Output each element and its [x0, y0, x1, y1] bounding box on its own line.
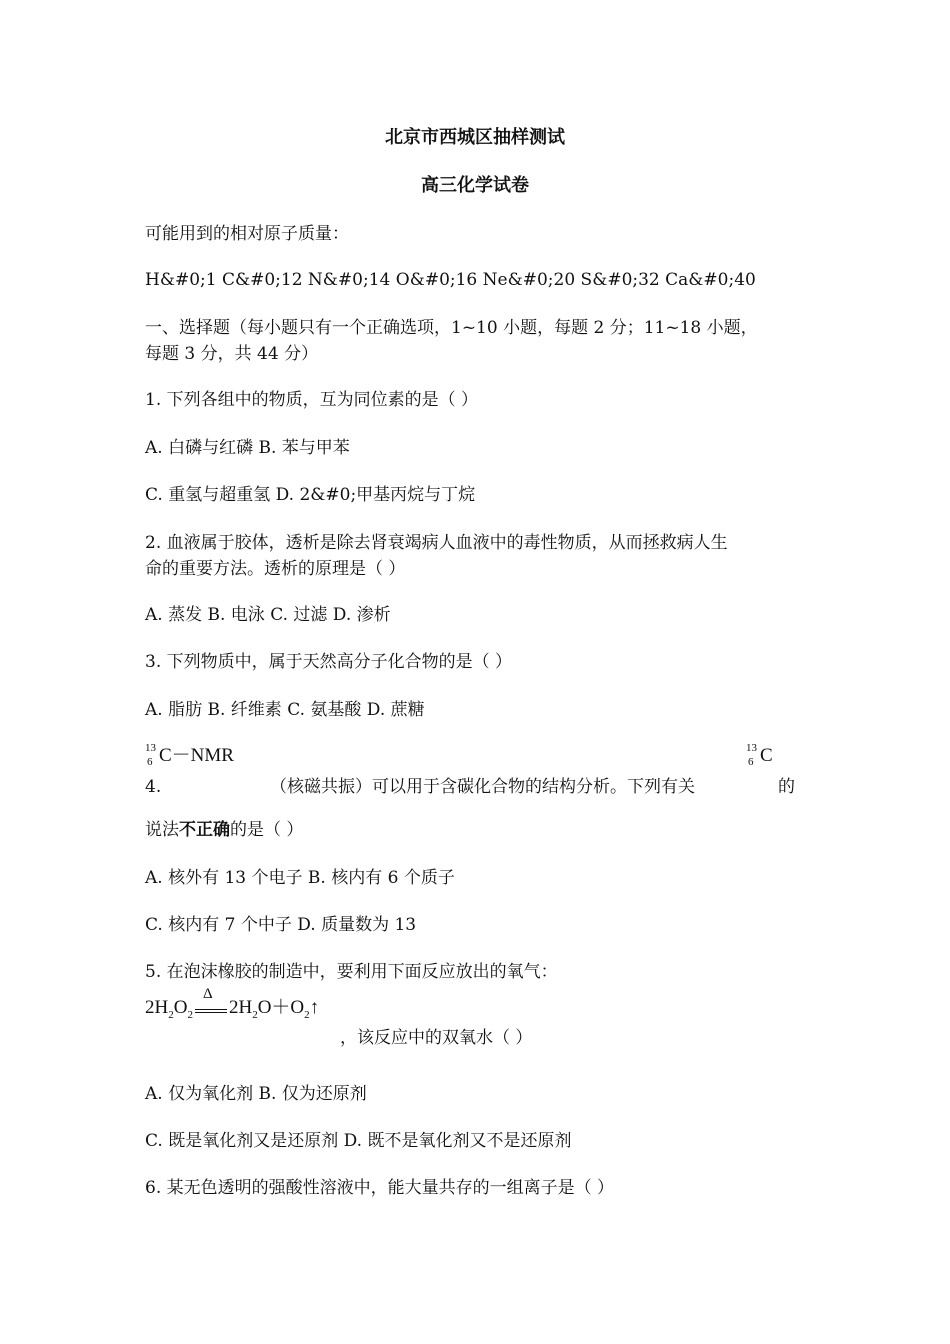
mass-number: 13	[145, 742, 156, 754]
atomic-number: 6	[147, 756, 153, 768]
decomposition-equation	[145, 986, 320, 1027]
gas-up-arrow: ↑	[309, 997, 320, 1018]
nmr-text: C－NMR	[159, 745, 234, 766]
eq-subscript: 2	[168, 1009, 174, 1021]
mass-number: 13	[746, 742, 757, 754]
question-1-stem: 1. 下列各组中的物质，互为同位素的是（ ）	[145, 390, 479, 410]
question-5-options-cd: C. 既是氧化剂又是还原剂 D. 既不是氧化剂又不是还原剂	[145, 1131, 572, 1151]
c13-nmr-formula	[145, 744, 234, 768]
c13-formula	[746, 744, 773, 768]
eq-subscript: 2	[252, 1009, 258, 1021]
question-2-stem-line2: 命的重要方法。透析的原理是（ ）	[145, 559, 406, 579]
question-3-stem: 3. 下列物质中，属于天然高分子化合物的是（ ）	[145, 652, 513, 672]
delta-symbol: Δ	[202, 986, 213, 1002]
question-5-stem-after: ，该反应中的双氧水（ ）	[340, 1028, 533, 1048]
eq-subscript: 2	[304, 1009, 310, 1021]
carbon-symbol: C	[760, 745, 773, 766]
eq-text: O	[173, 997, 188, 1018]
question-4-stem-mid: （核磁共振）可以用于含碳化合物的结构分析。下列有关	[270, 777, 695, 797]
question-4-options-cd: C. 核内有 7 个中子 D. 质量数为 13	[145, 915, 417, 935]
question-4-number: 4.	[145, 777, 162, 797]
eq-text: O＋O	[257, 997, 305, 1018]
question-1-options-ab: A. 白磷与红磷 B. 苯与甲苯	[145, 438, 350, 458]
question-4-stem-line2	[145, 816, 303, 844]
question-4-options-ab: A. 核外有 13 个电子 B. 核内有 6 个质子	[145, 868, 455, 888]
atomic-mass-label: 可能用到的相对原子质量：	[145, 224, 349, 244]
question-2-options: A. 蒸发 B. 电泳 C. 过滤 D. 渗析	[145, 605, 391, 625]
stem-text: 的是（ ）	[230, 820, 304, 840]
question-5-stem: 5. 在泡沫橡胶的制造中，要利用下面反应放出的氧气：	[145, 962, 558, 982]
question-2-stem-line1: 2. 血液属于胶体，透析是除去肾衰竭病人血液中的毒性物质，从而拯救病人生	[145, 533, 728, 553]
eq-subscript: 2	[187, 1009, 193, 1021]
question-6-stem: 6. 某无色透明的强酸性溶液中，能大量共存的一组离子是（ ）	[145, 1178, 615, 1198]
section-heading-line1: 一、选择题（每小题只有一个正确选项，1~10 小题，每题 2 分；11~18 小题，	[145, 318, 758, 338]
atomic-mass-list: H&#0;1 C&#0;12 N&#0;14 O&#0;16 Ne&#0;20 S&#0;32 Ca&#0;40	[145, 270, 756, 290]
emphasis-not-correct: 不正确	[179, 820, 230, 840]
section-heading-line2: 每题 3 分，共 44 分）	[145, 344, 319, 364]
exam-title: 北京市西城区抽样测试	[385, 127, 565, 148]
question-5-options-ab: A. 仅为氧化剂 B. 仅为还原剂	[145, 1084, 367, 1104]
exam-subtitle: 高三化学试卷	[421, 175, 529, 196]
stem-text: 说法	[145, 820, 179, 840]
question-4-stem-end: 的	[778, 777, 795, 797]
heat-equals-sign	[193, 986, 229, 1020]
atomic-number: 6	[748, 756, 754, 768]
isotope-notation	[145, 744, 159, 768]
question-3-options: A. 脂肪 B. 纤维素 C. 氨基酸 D. 蔗糖	[145, 700, 425, 720]
eq-text: 2H	[145, 997, 169, 1018]
isotope-notation	[746, 744, 760, 768]
question-1-options-cd: C. 重氢与超重氢 D. 2&#0;甲基丙烷与丁烷	[145, 485, 476, 505]
eq-text: 2H	[228, 997, 253, 1018]
